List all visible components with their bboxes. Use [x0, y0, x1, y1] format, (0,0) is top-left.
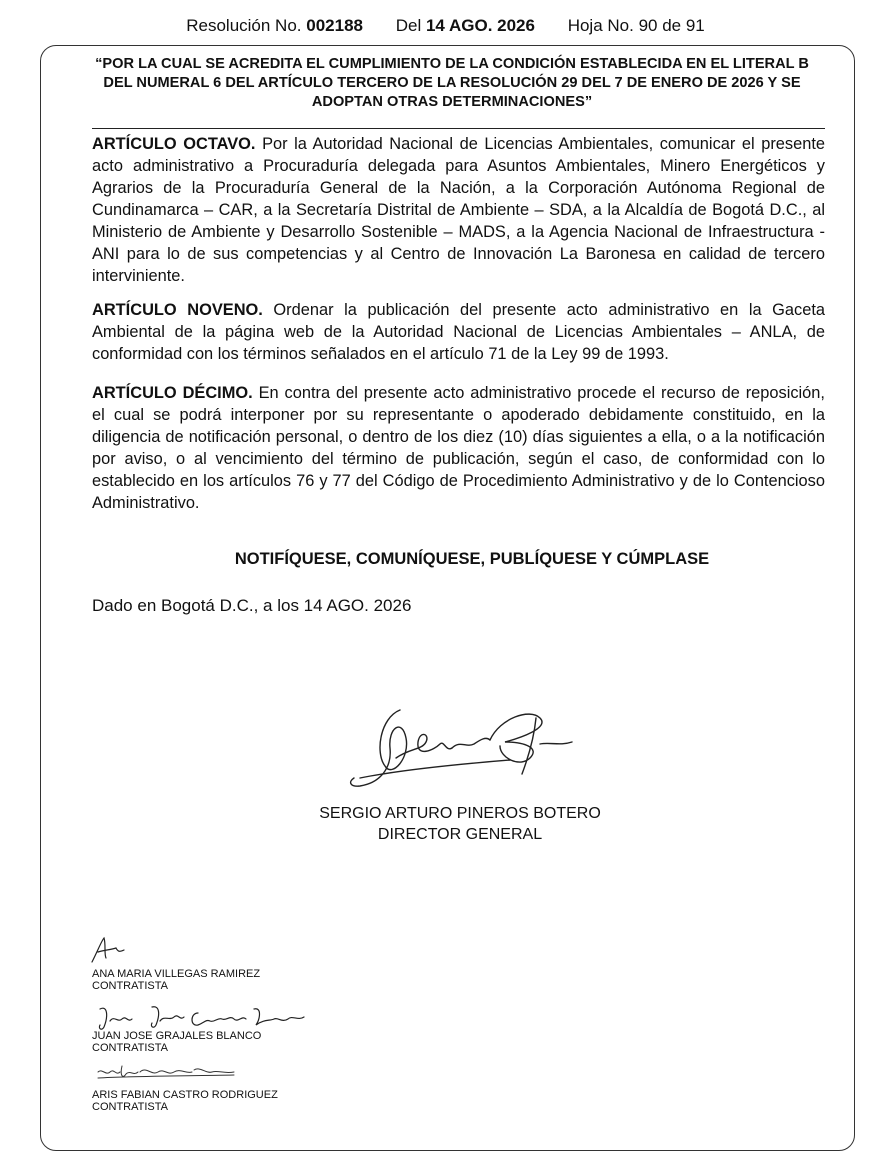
- article-octavo: [92, 133, 825, 287]
- title-divider: [92, 128, 825, 129]
- reviewer-1: [92, 968, 260, 992]
- page-number: Hoja No. 90 de 91: [567, 16, 705, 35]
- resolution-ref: [186, 16, 363, 35]
- reviewer-name: ANA MARIA VILLEGAS RAMIREZ: [92, 968, 261, 980]
- reviewer-signature-2: [94, 1003, 314, 1033]
- article-text: Ordenar la publicación del presente acto administrativo en la Gaceta Ambiental de la página web de la Autoridad Nacional de Licencias Ambientales – ANLA, de conformidad con los términos señalados en el artículo 71 de la Ley 99 de 1993.: [92, 301, 826, 363]
- reviewer-name: ARIS FABIAN CASTRO RODRIGUEZ: [92, 1089, 278, 1101]
- page-header: [0, 16, 891, 36]
- reviewer-3: [92, 1089, 278, 1113]
- issue-place-date: Dado en Bogotá D.C., a los 14 AGO. 2026: [92, 596, 412, 615]
- reviewer-name: JUAN JOSE GRAJALES BLANCO: [92, 1030, 262, 1042]
- reviewer-role: CONTRATISTA: [92, 1101, 168, 1113]
- header-date: 14 AGO. 2026: [425, 16, 535, 35]
- article-heading: ARTÍCULO NOVENO.: [92, 301, 263, 319]
- reviewer-signature-1: [88, 934, 128, 966]
- closing-formula: NOTIFÍQUESE, COMUNÍQUESE, PUBLÍQUESE Y CÚMPLASE: [234, 550, 710, 568]
- article-heading: ARTÍCULO DÉCIMO.: [92, 384, 253, 402]
- article-decimo: [92, 382, 825, 514]
- resolution-number: 002188: [306, 16, 363, 35]
- del-label: Del: [395, 16, 422, 35]
- signer-name: SERGIO ARTURO PINEROS BOTERO: [319, 805, 601, 822]
- reviewer-role: CONTRATISTA: [92, 1042, 168, 1054]
- article-text: En contra del presente acto administrativo procede el recurso de reposición, el cual se podrá interponer por su representante o apoderado debidamente constituido, en la diligencia de notificación personal, o dentro de los diez (10) días siguientes a ella, o a la notificación por aviso, o al vencimiento del término de publicación, según el caso, de conformidad con lo establecido en los artículos 76 y 77 del Código de Procedimiento Administrativo y de lo Contencioso Administrativo.: [92, 384, 825, 512]
- resolution-date: [396, 16, 535, 35]
- signer-block: [180, 803, 740, 845]
- article-heading: ARTÍCULO OCTAVO.: [92, 135, 256, 153]
- reviewer-role: CONTRATISTA: [92, 980, 168, 992]
- document-title: “POR LA CUAL SE ACREDITA EL CUMPLIMIENTO DE LA CONDICIÓN ESTABLECIDA EN EL LITERAL B DEL NUMERAL 6 DEL ARTÍCULO TERCERO DE LA RESOLUCIÓN 29 DEL 7 DE ENERO DE 2026 Y SE ADOPTAN OTRAS DETERMINACIONES”: [95, 56, 809, 110]
- director-signature: [340, 698, 580, 793]
- resolution-label: Resolución No.: [186, 16, 302, 35]
- reviewer-signature-3: [94, 1062, 244, 1084]
- article-text: Por la Autoridad Nacional de Licencias Ambientales, comunicar el presente acto administrativo a Procuraduría delegada para Asuntos Ambientales, Minero Energéticos y Agrarios de la Procuraduría General de la Nación, a la Corporación Autónoma Regional de Cundinamarca – CAR, a la Secretaría Distrital de Ambiente – SDA, a la Alcaldía de Bogotá D.C., al Ministerio de Ambiente y Desarrollo Sostenible – MADS, a la Agencia Nacional de Infraestructura -ANI para lo de sus competencias y al Centro de Innovación La Baronesa en calidad de tercero interviniente.: [92, 135, 826, 285]
- reviewer-2: [92, 1030, 261, 1054]
- article-noveno: [92, 299, 825, 365]
- signer-role: DIRECTOR GENERAL: [377, 826, 543, 843]
